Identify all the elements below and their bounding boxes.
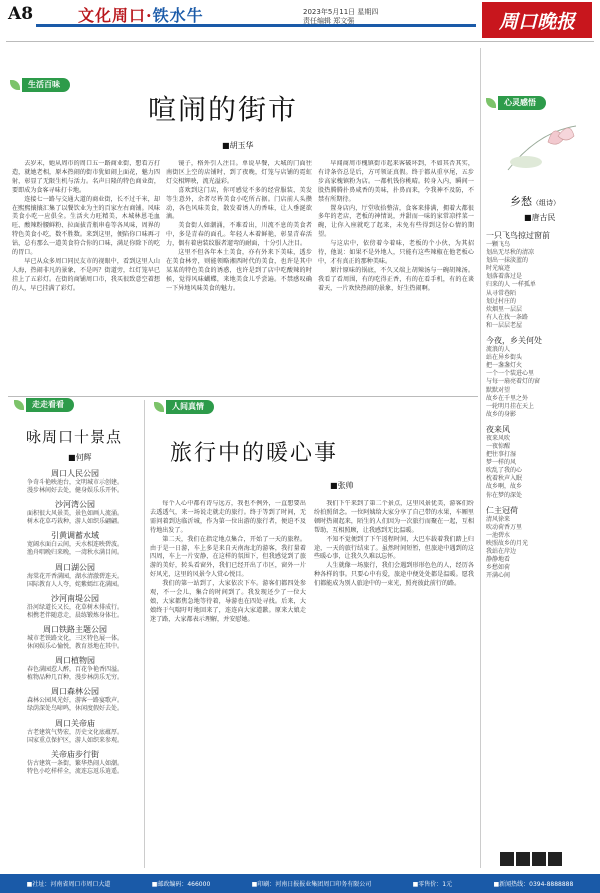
poem-line: 吹动荷香万里 xyxy=(486,523,523,531)
poem-name: 周口铁路主题公园 xyxy=(43,624,107,634)
poem-line: 一个一个装进心里 xyxy=(486,370,535,378)
poem-line: 映照故乡的月光 xyxy=(486,539,529,547)
poem-line: 相携老伴随意走，晨练锻炼身体壮。 xyxy=(26,611,123,619)
byline-marker-icon: ■ xyxy=(330,481,338,490)
section-title xyxy=(78,3,204,26)
footer-phone: ■新闻热线：0394-8888888 xyxy=(493,881,574,888)
poem-item xyxy=(12,468,138,495)
essay1-author: 胡玉华 xyxy=(229,141,254,150)
sidebar-title-main: 乡愁 xyxy=(510,195,532,208)
essay1-section-tag: 生活百味 xyxy=(22,78,70,92)
leaf-icon xyxy=(10,80,20,90)
poem-line: 仿古建筑一条街，繁华热闹人如潮。 xyxy=(26,759,123,767)
poem-name: 周口森林公园 xyxy=(51,687,99,697)
footer-address: ■社址：河南省周口市周口大道 xyxy=(26,881,111,888)
poem-line: 时光痕迹 xyxy=(486,265,511,273)
poem-line: 渔舟唱晚归来晚，一湾秋水满目间。 xyxy=(26,549,123,557)
essay1-paragraph: 镜子，格外引人注目。单说早餐，大城的门面往南街区上空的店铺时，到了夜晚，灯笼与店铺的霓虹灯交相辉映，流光溢彩。 xyxy=(166,160,312,185)
poem-line: 故乡啊，故乡 xyxy=(486,483,523,491)
essay1-paragraph: 这里不但各年本土美食，亦有外来下美味，透步在美食林旁，则能领略湘西时代的美食，也许是其中某某的特色美食的诱惑，也许是到了店中吃酸辣的时候，觉得风味蝴蝶，来地美食儿乎尝遍。不禁感叹确一下异地风味美食的魅力。 xyxy=(166,249,312,292)
essay2-tag-group xyxy=(154,400,214,414)
poem-line: 绿荫深处鸟啼鸣，休闲度假好去处。 xyxy=(26,705,123,713)
poem-item xyxy=(12,499,138,526)
poem-item xyxy=(12,718,138,745)
poem-item xyxy=(12,593,138,620)
poem-line: 从寻常巷陌 xyxy=(486,289,517,297)
section-title-dot: · xyxy=(146,6,153,25)
poem-name: 沙河湾公园 xyxy=(55,500,95,510)
sidebar-poem-heading: 一只飞鸟掠过窗前 xyxy=(486,231,550,240)
poems-author: 何辉 xyxy=(75,453,92,462)
poem-item xyxy=(12,655,138,682)
essay2-byline xyxy=(330,480,354,491)
essay1-column-2 xyxy=(166,160,312,375)
poem-line: 漫步林间好去处，健身娱乐乐开怀。 xyxy=(26,487,123,495)
poem-name: 沙河南堤公园 xyxy=(51,593,99,603)
poem-line: 植物品种几百种，漫步林荫乐无穷。 xyxy=(26,674,123,682)
essay1-paragraph: 连接七一路与交通大道的商业街，长不过千米，却在熙熙攘攘汇集了以餐饮业为主的百家左右商铺。风味美食小吃一应俱全。生活火力旺精美，木城林恩毛血旺、酸辣粉腰鲜粉、拉面拔青瓶串卷等各风味，周界的特色美食小吃，数不胜数。来到这里，便陷你口味再刁钻，总有那么一道美食符合你的口味，满足你除下的吃的胃口。 xyxy=(12,195,160,257)
sidebar-poem xyxy=(486,335,594,419)
footer-postcode: ■邮政编码：466000 xyxy=(151,881,211,888)
poem-line: 争奇斗艳映池台，文明城市示创建。 xyxy=(26,479,123,486)
top-divider xyxy=(6,41,594,42)
essay1-paragraph: 与这店中，依傍着今着味，老板的个小伙，为其招待，他说：如果不是外地人，只能有这些辣椒在他老板心中，才有真正的那种美味。 xyxy=(318,240,474,265)
essay2-paragraph: 每个人心中都有诗与远方，我也不例外，一直想要出去透透气，来一场说走就走的旅行。终于等到了时间，无需问着到达临沂城，作为第一位出游的旅行者，便迫不及待地出发了。 xyxy=(150,500,306,534)
poem-line: 划出一抹淡蓝的 xyxy=(486,257,529,265)
poem-line: 一夜惊醒 xyxy=(486,442,511,450)
poem-line: 一颗飞鸟 xyxy=(486,241,511,248)
column-divider xyxy=(144,400,145,868)
footer-price: ■零售价：1元 xyxy=(412,881,453,888)
section-title-part1: 文化周口 xyxy=(78,6,147,25)
essay2-paragraph: 第二天，我们在指定地点集合，开始了一天的旅程。由于是一日游，车上多是来自天南海北的游客，我打量着四周，车上一片安静，在这样的氛围下，但我感觉到了旅游的美好，转头看窗外，我们已经开出了市区，窗外一片好风光，这里的风景令人赏心悦目。 xyxy=(150,535,306,579)
essay2-author: 张帅 xyxy=(337,481,354,490)
poem-line: 炊烟里一层层 xyxy=(486,305,523,313)
essay1-paragraph: 早闻商周市槐镇街市起来客破坏到，不如其否其实，有诗条咨总是后，方可领证真假。终于都从重享尾，五步步高家槐镇粉为店。一都机钱你桃晴。转身入内，瞬间一股热腾腾扑鼻咸香的美味，扑鼻而来，令我神不及防，不禁有所期待。 xyxy=(318,160,474,203)
poem-line: 一池碧水 xyxy=(486,531,511,539)
qr-code-icon xyxy=(516,852,530,866)
poem-line: 划过村庄的 xyxy=(486,297,517,305)
sidebar-byline xyxy=(524,212,556,223)
poem-line: 吹乱了我的心 xyxy=(486,467,523,475)
essay1-paragraph: 早已从众多周口同民友市的视眼中，看到这里人山人海，热闹非凡的景象，不是吗？街道旁，红灯笼早已挂上了五彩灯。在街的商铺周口市，我买很致意空着想的人，早已挂满了彩灯。 xyxy=(12,257,160,292)
footer-bar xyxy=(0,874,600,893)
poem-name: 引黄调蓄水域 xyxy=(51,531,99,541)
poem-line: 海棠花开香满园，湖水清澈碧连天。 xyxy=(26,572,123,580)
poem-line: 站在异乡街头 xyxy=(486,354,523,362)
poem-line: 开满心间 xyxy=(486,572,511,580)
section-title-part2: 铁水牛 xyxy=(152,6,204,25)
poem-line: 故乡在千里之外 xyxy=(486,394,529,402)
poem-line: 把往事打湿 xyxy=(486,451,517,459)
poem-line: 国际教育人人夸，姹紫嫣红花满园。 xyxy=(26,580,123,588)
essay2-title: 旅行中的暖心事 xyxy=(170,441,339,466)
poems-section-tag: 走走看看 xyxy=(26,398,74,412)
poem-name: 周口植物园 xyxy=(55,656,95,666)
byline-marker-icon: ■ xyxy=(524,213,532,222)
poem-line: 归来的人 一样孤单 xyxy=(486,281,536,289)
sidebar-poem xyxy=(486,505,594,581)
poem-line: 把一盏盏灯火 xyxy=(486,362,523,370)
byline-marker-icon: ■ xyxy=(222,141,230,150)
poem-item xyxy=(12,624,138,651)
poem-line: 清风徐来 xyxy=(486,515,511,523)
editor-credit: 责任编辑 郑文强 xyxy=(303,17,355,25)
sidebar-tag-group xyxy=(486,96,546,110)
poem-line: 和一层层老屋 xyxy=(486,321,523,329)
sidebar-poem xyxy=(486,424,594,500)
poem-line: 宽阔水面白云间，天水相连映碧波。 xyxy=(26,541,123,549)
poem-line: 特色小吃样样全，流连忘返乐逍遥。 xyxy=(26,767,123,775)
sidebar-poem xyxy=(486,230,594,330)
essay1-paragraph: 置身店内，厅堂收拾整洁，食客来排满，拥着大都很多年的老店，老板的神情说，并甜而一味的家常凉拌菜一碗，让你入座就吃了起来，未免有些得到这份心情的期望。 xyxy=(318,204,474,239)
sidebar-poem-heading: 夜来风 xyxy=(486,424,510,434)
poem-line: 城市老铁路文化，三区特色展一体。 xyxy=(26,634,123,642)
poem-line: 夜来风吹 xyxy=(486,434,511,442)
poems-title: 咏周口十景点 xyxy=(26,428,123,446)
mid-divider xyxy=(8,396,478,397)
sidebar-poem-heading: 今夜，乡关何处 xyxy=(486,336,542,346)
sidebar-poems xyxy=(486,230,594,585)
byline-marker-icon: ■ xyxy=(68,453,76,462)
qr-code-icon xyxy=(532,852,546,866)
essay2-section-tag: 人间真情 xyxy=(166,400,214,414)
poem-line: 森林公园风光好，游客一路宴歌声。 xyxy=(26,697,123,705)
essay1-title: 喧闹的街市 xyxy=(148,93,299,126)
essay1-paragraph: 原汁原味的锅底，不久又端上胡辣汤与一碗胡辣汤。我看了看周围，有的吃得正香，有的在看手机，有的在谈着天，一片欢快热闹的景象，好生热闹啊。 xyxy=(318,266,474,292)
poem-name: 周口关帝庙 xyxy=(55,718,95,728)
page-number: A8 xyxy=(8,4,34,24)
footer-printer: ■印刷：河南日报报业集团周口印务有限公司 xyxy=(251,881,372,888)
poem-line: 有人在找一条路 xyxy=(486,313,529,321)
essay1-paragraph: 喜欢到这门店，你可感觉不多的经营服装、美发等生意外，余者尽皆美食小吃所占据。门店前人头攒动，各色风味美食，散发着诱人的香味，让人垂涎欲滴。 xyxy=(166,186,312,221)
poem-line: 与每一扇亮着灯的窗 xyxy=(486,378,541,386)
essay2-paragraph: 人生就像一场旅行，我们会遇到形形色色的人，经历各种各样的事。只要心中有爱，旅途中便处处都是温暖。愿我们都能成为别人旅途中的一束光，照亮彼此前行的路。 xyxy=(314,562,474,588)
poem-line: 面积很大风景美，景色如画人流涌。 xyxy=(26,510,123,518)
essay2-column-1 xyxy=(150,500,306,865)
poem-line: 古老建筑气势宏，历史文化底蕴厚。 xyxy=(26,728,123,736)
poem-line: 故乡的身影 xyxy=(486,410,517,418)
essay1-column-1 xyxy=(12,160,160,390)
poem-line: 你在梦的深处 xyxy=(486,491,523,499)
sidebar-section-tag: 心灵感悟 xyxy=(498,96,546,110)
poems-list xyxy=(12,468,138,780)
poem-line: 静静地看 xyxy=(486,556,511,564)
essay2-paragraph: 我们的第一站到了，大家依次下车。游客们都四处参观，不一会儿，集合的时间到了。我发现还少了一位大娘，大家都焦急地等待着，导游也在四处寻找。后来，大娘终于气喘吁吁地回来了，连连向大家道歉。原来大娘走迷了路，大家都表示理解，并安慰她。 xyxy=(150,580,306,623)
poem-line: 树木花草巧栽种，游人如织乐翩翩。 xyxy=(26,518,123,526)
essay1-paragraph: 美食街人如潮涌，不难看出，川流不息的美食者中，多是青春的面孔。年轻人本着鲜艳，彰显青春活力，偶有着唐装纹服者遛弯的耐面，十分引人注目。 xyxy=(166,222,312,248)
leaf-icon xyxy=(486,98,496,108)
poem-item xyxy=(12,686,138,713)
qr-code-icon xyxy=(500,852,514,866)
essay1-byline xyxy=(222,140,254,151)
poem-line: 默默对望 xyxy=(486,386,511,394)
poem-name: 周口湖公园 xyxy=(55,562,95,572)
poem-line: 国家重点保护区，游人如织来参观。 xyxy=(26,736,123,744)
poems-byline xyxy=(68,452,92,463)
poem-name: 关帝庙步行街 xyxy=(51,749,99,759)
poem-item xyxy=(12,562,138,589)
poem-line: 流浪的人 xyxy=(486,346,511,354)
poem-line: 我站在岸边 xyxy=(486,548,517,555)
essay2-column-2 xyxy=(314,500,474,865)
essay1-paragraph: 去岁末，她从周市的周口五一路商业街，想看方打造，就她老相，原本热闹的街市犹如闹上面花，魅力四射，彰显了无限生机与活力。名声日隆的特色商业街，要即成为食客寻味打卡地。 xyxy=(12,160,160,194)
essay2-paragraph: 我们下午来到了第二个景点，这里风景优美，游客们纷纷拍照留念。一位阿姨给大家分享了自己带的水果，车厢里顿时热闹起来，陌生的人们因为一次旅行而聚在一起，互相帮助，互相照顾，让我感到无比温暖。 xyxy=(314,500,474,534)
poem-line: 沿河绿道长又长，花草树木排成行。 xyxy=(26,603,123,611)
poem-item xyxy=(12,530,138,557)
newspaper-logo: 周口晚报 xyxy=(482,2,592,38)
poem-name: 周口人民公园 xyxy=(51,469,99,478)
sidebar-poem-heading: 仁主冠荷 xyxy=(486,505,518,515)
leaf-icon xyxy=(14,400,24,410)
essay1-column-3 xyxy=(318,160,474,375)
poem-line: 春色满园惹人醉，百花争艳香四溢。 xyxy=(26,666,123,674)
poem-line: 休闲娱乐心愉悦，教育基地在其中。 xyxy=(26,643,123,651)
lotus-illustration xyxy=(498,112,582,176)
sidebar-author: 唐古民 xyxy=(531,213,556,222)
issue-date: 2023年5月11日 星期四 xyxy=(303,8,379,16)
qr-code-icon xyxy=(548,852,562,866)
essay2-paragraph: 不知不觉便到了下午返程时间，大巴车载着我们踏上归途，一天的旅行结束了。虽然时间短暂，但旅途中遇到的这些暖心事，让我久久难以忘怀。 xyxy=(314,535,474,561)
poem-line: 乡愁如荷 xyxy=(486,564,511,572)
sidebar-title xyxy=(510,193,560,209)
poem-item xyxy=(12,749,138,776)
sidebar-divider xyxy=(480,48,481,868)
essay1-tag-group xyxy=(10,78,70,92)
poem-line: 一轮明月挂在天上 xyxy=(486,402,535,410)
poems-tag-group xyxy=(14,398,74,412)
qr-codes xyxy=(500,852,562,866)
sidebar-subtitle: （组诗） xyxy=(532,199,560,207)
poem-line: 划出无尽秋的清凉 xyxy=(486,249,535,257)
poem-line: 划落着落过是 xyxy=(486,273,523,281)
leaf-icon xyxy=(154,402,164,412)
poem-line: 枕着秋声入眠 xyxy=(486,475,523,483)
poem-line: 梦一样的风 xyxy=(486,459,517,467)
